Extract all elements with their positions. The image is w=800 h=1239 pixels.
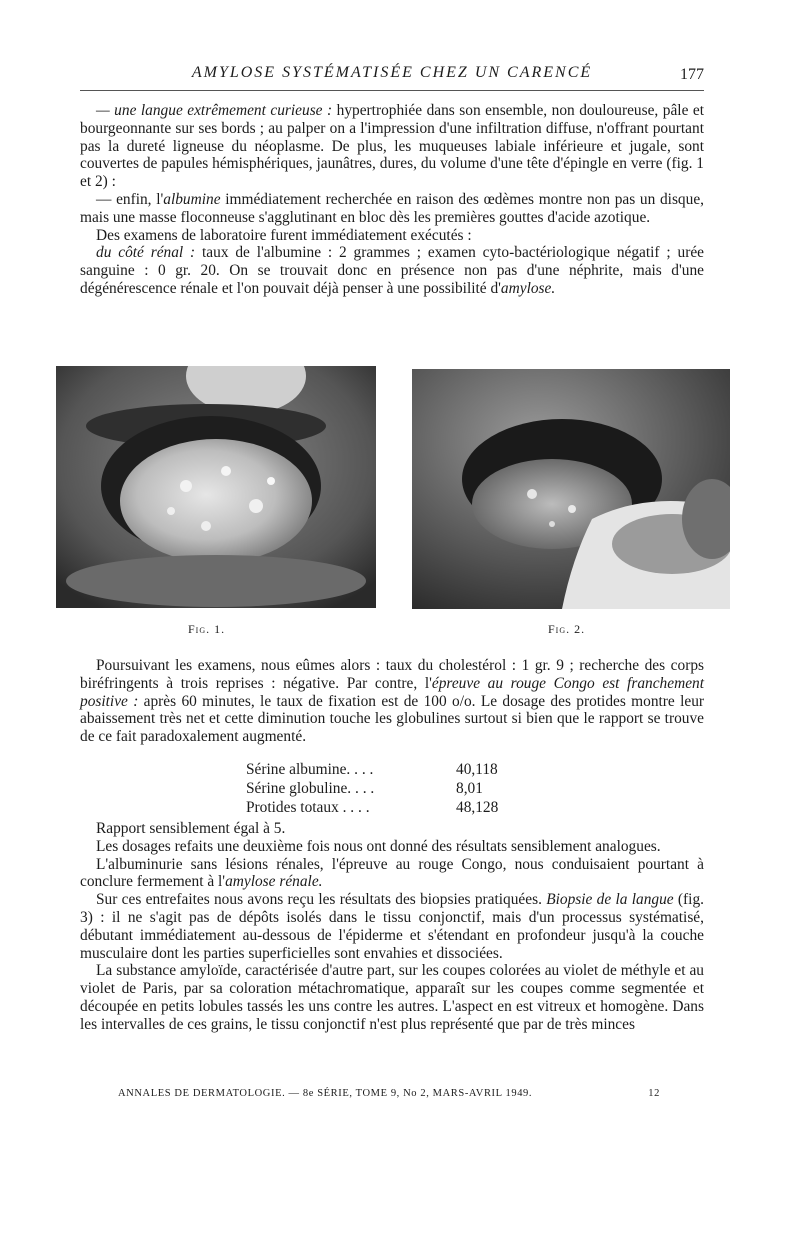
row-label: Sérine albumine. . . . — [246, 761, 374, 778]
paragraph-text: immédiatement recherchée en raison des œdèmes montre non pas un disque, mais une masse floconneuse s'agglutinant en bloc dès les premières gouttes d'acide azotique. — [80, 190, 705, 226]
figure-1-photo — [56, 366, 376, 608]
paragraph-text: hypertrophiée dans son ensemble, non douloureuse, pâle et bourgeonnante sur ses bords ; au palper on a l'impression d'une infiltration diffuse, n'offrant pourtant pas la dureté ligneuse du néoplasme. De plus, les muqueuses labiale inférieure et jugale, sont couvertes de papules hémisphériques, jaunâtres, dures, du volume d'une tête d'épingle en verre (fig. 1 et 2) : — [80, 102, 704, 191]
mid-text — [80, 657, 704, 746]
row-label: Protides totaux . . . . — [246, 799, 370, 816]
page-number: 177 — [680, 66, 704, 83]
paragraph-text: Rapport sensiblement égal à 5. — [96, 820, 286, 837]
top-text — [80, 102, 704, 298]
paragraph — [80, 838, 704, 856]
paragraph-text: La substance amyloïde, caractérisée d'autre part, sur les coupes colorées au violet de méthyle et au violet de Paris, par sa coloration métachromatique, apparaît sur les coupes comme segmentée et découpée en petits lobules tassés les uns contre les autres. L'aspect en est vitreux et homogène. Dans les intervalles de ces grains, le tissu conjonctif n'est plus représenté que par de très minces — [80, 962, 704, 1033]
row-value: 48,128 — [456, 799, 499, 816]
row-label: Sérine globuline. . . . — [246, 780, 375, 797]
paragraph-text: Poursuivant les examens, nous eûmes alors : taux du cholestérol : 1 gr. 9 ; recherche des corps biréfringents à trois reprises : négative. Par contre, l' — [80, 657, 704, 692]
italic-term: amylose. — [500, 279, 556, 297]
paragraph — [80, 244, 704, 297]
figure-2-photo — [412, 369, 730, 609]
row-value: 40,118 — [456, 761, 498, 778]
paragraph-text: — enfin, l' — [96, 190, 164, 208]
paragraph-text: Les dosages refaits une deuxième fois nous ont donné des résultats sensiblement analogues. — [96, 837, 661, 855]
protides-table — [246, 760, 536, 817]
paragraph — [80, 962, 704, 1033]
italic-lead: du côté rénal : — [96, 244, 196, 262]
paragraph-text: taux de l'albumine : 2 grammes ; examen cyto-bactériologique négatif ; urée sanguine : 0 gr. 20. On se trouvait donc en présence non pas d'une néphrite, mais d'une dégénérescence rénale et l'on pouvait déjà penser à une possibilité d' — [80, 244, 704, 297]
paragraph — [80, 891, 704, 962]
figures — [0, 366, 800, 646]
italic-term: Biopsie de la langue — [546, 891, 674, 909]
paragraph — [80, 102, 704, 191]
figure-2-caption: Fig. 2. — [548, 622, 586, 636]
running-title: AMYLOSE SYSTÉMATISÉE CHEZ UN CARENCÉ — [191, 64, 593, 81]
paragraph — [80, 191, 704, 227]
table-row — [246, 798, 536, 817]
table-row — [246, 779, 536, 798]
italic-term: amylose rénale. — [225, 873, 323, 891]
paragraph-text: L'albuminurie sans lésions rénales, l'épreuve au rouge Congo, nous conduisaient pourtant à conclure fermement à l' — [80, 855, 704, 891]
journal-reference: ANNALES DE DERMATOLOGIE. — 8e SÉRIE, TOME 9, No 2, MARS-AVRIL 1949. — [118, 1088, 533, 1099]
figure-1-caption: Fig. 1. — [188, 622, 226, 636]
paragraph-text: Des examens de laboratoire furent immédiatement exécutés : — [96, 226, 472, 244]
paragraph — [80, 657, 704, 746]
italic-term: épreuve au rouge Congo est franchement positive : — [80, 674, 704, 710]
signature-mark: 12 — [648, 1088, 660, 1099]
paragraph — [80, 227, 704, 245]
table-row — [246, 760, 536, 779]
italic-lead: — une langue extrêmement curieuse : — [96, 102, 333, 119]
paragraph-text: Sur ces entrefaites nous avons reçu les résultats des biopsies pratiquées. — [96, 891, 547, 909]
page-footer — [118, 1088, 660, 1099]
italic-term: albumine — [163, 190, 221, 208]
page-header — [80, 58, 704, 91]
paragraph — [80, 820, 704, 838]
paragraph — [80, 856, 704, 892]
row-value: 8,01 — [456, 780, 483, 797]
paragraph-text: (fig. 3) : il ne s'agit pas de dépôts isolés dans le tissu conjonctif, mais d'un processus systématisé, débutant immédiatement au-dessous de l'épiderme et s'étendant en profondeur jusqu'à la couche musculaire dont les parties superficielles sont envahies et dissociées. — [80, 891, 704, 962]
bottom-text — [80, 820, 704, 1034]
paragraph-text: après 60 minutes, le taux de fixation est de 100 o/o. Le dosage des protides montre leur abaissement très net et cette diminution touche les globulines surtout si bien que le rapport se trouve de ce fait paradoxalement augmenté. — [80, 692, 705, 746]
